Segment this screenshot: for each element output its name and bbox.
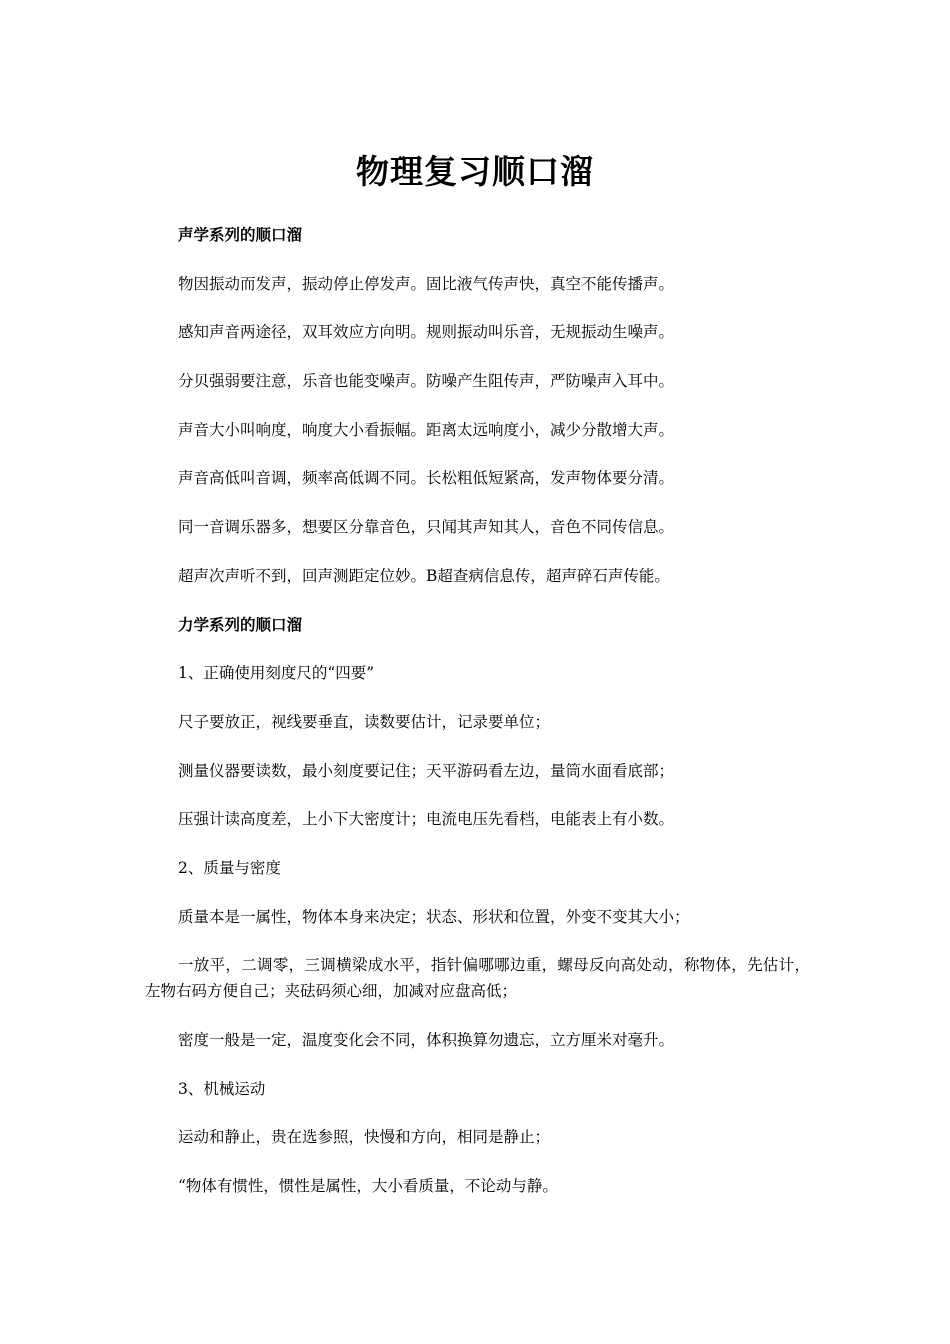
paragraph: 感知声音两途径，双耳效应方向明。规则振动叫乐音，无规振动生噪声。 xyxy=(178,323,675,342)
paragraph: 分贝强弱要注意，乐音也能变噪声。防噪产生阻传声，严防噪声入耳中。 xyxy=(178,372,675,391)
paragraph: 尺子要放正，视线要垂直，读数要估计，记录要单位； xyxy=(178,712,551,731)
paragraph: 测量仪器要读数，最小刻度要记住；天平游码看左边，量筒水面看底部； xyxy=(178,761,675,780)
subsection-heading: 3、机械运动 xyxy=(178,1079,266,1098)
paragraph: 运动和静止，贵在选参照，快慢和方向，相同是静止； xyxy=(178,1128,551,1147)
paragraph: “物体有惯性，惯性是属性，大小看质量，不论动与静。 xyxy=(178,1177,558,1196)
paragraph: 物因振动而发声，振动停止停发声。固比液气传声快，真空不能传播声。 xyxy=(178,274,675,293)
subsection-heading: 2、质量与密度 xyxy=(178,858,281,877)
document-title: 物理复习顺口溜 xyxy=(356,152,594,191)
paragraph: 声音高低叫音调，频率高低调不同。长松粗低短紧高，发声物体要分清。 xyxy=(178,469,675,488)
document-body xyxy=(145,222,810,1222)
paragraph: 质量本是一属性，物体本身来决定；状态、形状和位置，外变不变其大小； xyxy=(178,907,690,926)
paragraph: 超声次声听不到，回声测距定位妙。B超查病信息传，超声碎石声传能。 xyxy=(178,566,670,585)
subsection-heading: 1、正确使用刻度尺的“四要” xyxy=(178,664,375,683)
paragraph: 声音大小叫响度，响度大小看振幅。距离太远响度小，减少分散增大声。 xyxy=(178,420,675,439)
paragraph: 压强计读高度差，上小下大密度计；电流电压先看档，电能表上有小数。 xyxy=(178,810,675,829)
paragraph: 同一音调乐器多，想要区分靠音色，只闻其声知其人，音色不同传信息。 xyxy=(178,518,675,537)
paragraph: 密度一般是一定，温度变化会不同，体积换算勿遗忘，立方厘米对毫升。 xyxy=(178,1031,675,1049)
section-heading-acoustics: 声学系列的顺口溜 xyxy=(178,226,303,244)
section-heading-mechanics: 力学系列的顺口溜 xyxy=(178,615,303,634)
paragraph: 一放平，二调零，三调横梁成水平，指针偏哪哪边重，螺母反向高处动，称物体，先估计，左物右码方便自己；夹砝码须心细，加减对应盘高低； xyxy=(145,956,810,1001)
